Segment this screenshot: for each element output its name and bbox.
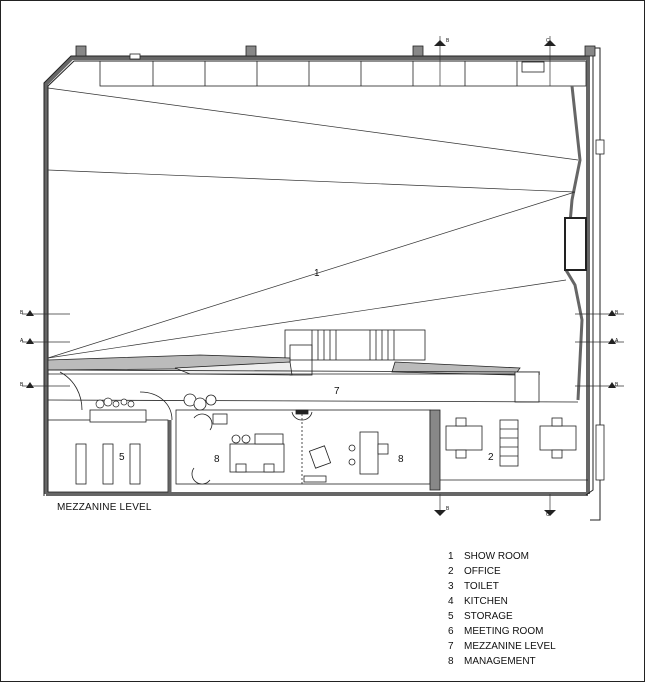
legend-number: 5 (448, 611, 454, 622)
section-marker-label: B (20, 310, 24, 316)
legend-number: 4 (448, 596, 454, 607)
office-furniture (446, 418, 576, 466)
section-arrows (26, 40, 616, 516)
section-marker-label: B (615, 382, 619, 388)
ramps (48, 355, 540, 375)
storage-bubbles (96, 398, 134, 408)
room-number-office: 2 (488, 452, 494, 463)
legend-item (448, 654, 556, 669)
legend-item (448, 579, 556, 594)
legend-number: 7 (448, 641, 454, 652)
legend-item (448, 564, 556, 579)
top-storage-strip (100, 61, 586, 86)
level-label: MEZZANINE LEVEL (57, 502, 152, 513)
section-marker-label: B (446, 506, 450, 512)
legend-number: 3 (448, 581, 454, 592)
section-marker-label: C (546, 512, 550, 518)
room-number-management: 8 (398, 454, 404, 465)
legend-label: MANAGEMENT (464, 656, 536, 667)
section-marker-label: B (20, 382, 24, 388)
room-legend (448, 549, 556, 669)
room-number-storage: 5 (119, 452, 125, 463)
legend-number: 1 (448, 551, 454, 562)
mezzanine-column (515, 372, 539, 402)
section-marker-label: C (546, 38, 550, 44)
legend-label: SHOW ROOM (464, 551, 529, 562)
legend-number: 6 (448, 626, 454, 637)
storage-shelves (76, 410, 146, 484)
room-number-mezzanine: 7 (334, 386, 340, 397)
sightlines (48, 88, 578, 358)
section-marker-label: A (20, 338, 24, 344)
legend-item (448, 624, 556, 639)
legend-item (448, 594, 556, 609)
legend-number: 8 (448, 656, 454, 667)
section-marker-label: A (615, 338, 619, 344)
legend-label: OFFICE (464, 566, 501, 577)
right-wall-niche (565, 218, 586, 270)
section-marker-label: B (446, 38, 450, 44)
section-lines (22, 36, 624, 515)
management-furniture (184, 394, 388, 484)
legend-number: 2 (448, 566, 454, 577)
room-number-show-room: 1 (314, 268, 320, 279)
legend-label: MEZZANINE LEVEL (464, 641, 556, 652)
section-marker-label: B (615, 310, 619, 316)
legend-label: TOILET (464, 581, 499, 592)
legend-label: KITCHEN (464, 596, 508, 607)
legend-item (448, 609, 556, 624)
legend-label: MEETING ROOM (464, 626, 544, 637)
legend-item (448, 549, 556, 564)
legend-item (448, 639, 556, 654)
legend-label: STORAGE (464, 611, 513, 622)
room-number-management: 8 (214, 454, 220, 465)
